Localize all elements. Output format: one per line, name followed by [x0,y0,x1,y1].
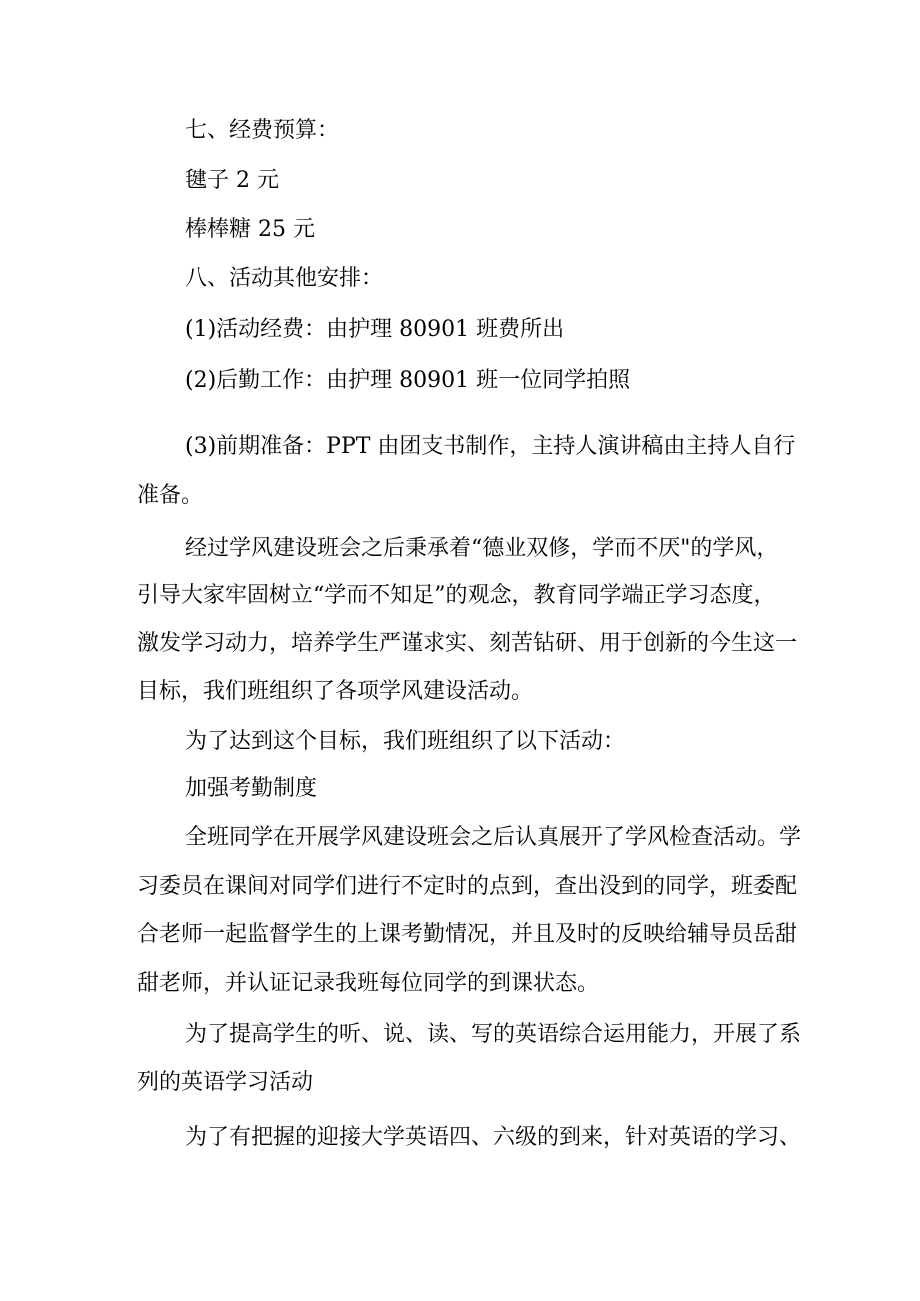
budget-item-shuttlecock: 毽子 2 元 [185,168,279,193]
goal-paragraph: 为了达到这个目标，我们班组织了以下活动： [185,729,626,754]
english-paragraph-line: 列的英语学习活动 [137,1070,314,1095]
intro-paragraph-line: 目标，我们班组织了各项学风建设活动。 [137,679,534,704]
intro-paragraph-line: 引导大家牢固树立“学而不知足”的观念，教育同学端正学习态度， [137,583,776,608]
intro-paragraph-line: 激发学习动力，培养学生严谨求实、刻苦钻研、用于创新的今生这一 [137,631,798,656]
cet-paragraph-line: 为了有把握的迎接大学英语四、六级的到来，针对英语的学习、 [185,1125,802,1150]
attendance-paragraph-line: 全班同学在开展学风建设班会之后认真展开了学风检查活动。学 [185,825,802,850]
arrangement-item-funding: (1)活动经费：由护理 80901 班费所出 [185,317,565,342]
attendance-heading: 加强考勤制度 [185,776,318,801]
attendance-paragraph-line: 习委员在课间对同学们进行不定时的点到，查出没到的同学，班委配 [137,874,798,899]
intro-paragraph-line: 经过学风建设班会之后秉承着“德业双修，学而不厌"的学风， [185,536,779,561]
arrangement-item-preparation: (3)前期准备：PPT 由团支书制作，主持人演讲稿由主持人自行 [185,434,796,459]
budget-item-lollipop: 棒棒糖 25 元 [185,217,315,242]
attendance-paragraph-line: 合老师一起监督学生的上课考勤情况，并且及时的反映给辅导员岳甜 [137,922,798,947]
other-arrangements-heading: 八、活动其他安排： [185,266,384,291]
budget-heading: 七、经费预算： [185,118,340,143]
arrangement-item-preparation-cont: 准备。 [137,483,204,508]
english-paragraph-line: 为了提高学生的听、说、读、写的英语综合运用能力，开展了系 [185,1022,802,1047]
attendance-paragraph-line: 甜老师，并认证记录我班每位同学的到课状态。 [137,971,600,996]
arrangement-item-logistics: (2)后勤工作：由护理 80901 班一位同学拍照 [185,368,631,393]
